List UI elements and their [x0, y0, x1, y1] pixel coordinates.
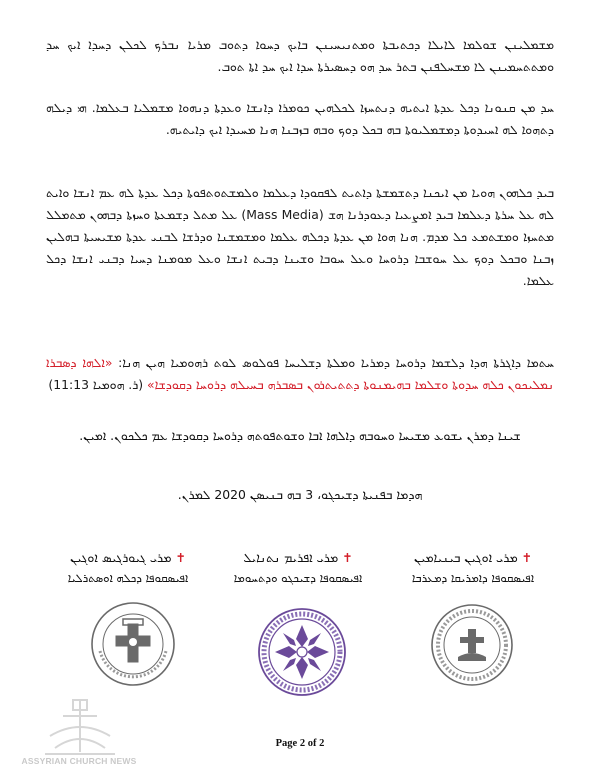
scripture-reference: (ܪ. ܗܘܡܝܐ 11:13) [48, 377, 144, 392]
signatory-name: ✝ܡܪܝ ܐܘܓܝܢ ܒܝܢܝܐܡܝܢ [413, 550, 533, 565]
signatory-title: ܐܦܝܣܩܘܦܐ ܕܫܝܟܓܘ ܘܕܬܚܘܡܐ [233, 571, 363, 585]
closing-blessing: ܫܝܢܐ ܕܡܪܢ ܝܫܘܥ ܡܫܝܚܐ ܘܚܘܒܗ ܕܐܠܗܐ ܐܒܐ ܘܫܘܬܦܘܬܗ ܕܪܘܚܐ ܕܩܘܕܫܐ ܥܡ ܟܠܟܘܢ. ܐܡܝܢ. [79, 428, 521, 443]
signature-block-3 [38, 548, 218, 588]
signatory-name: ✝ܡܪܝ ܓܝܘܪܓܝܣ ܐܘܓܝܢ [70, 550, 186, 565]
signature-block-2 [208, 548, 388, 588]
paragraph-1 [46, 34, 554, 80]
signatory-name: ✝ܡܪܝ ܐܦܪܝܡ ܢܬܢܐܝܠ [243, 550, 353, 565]
diocese-seal-middle [257, 607, 347, 697]
paragraph-3-text-b: ܥܠ ܡܬܠ ܕܫܡܥܬܐ ܘܚܙܬܐ ܕܒܗܘܢ ܡܬܡܠܠ ܡܬܚܙܐ ܘܡܫܬܡܥ ܟܠ ܡܕܡ. ܗܢܐ ܗܘܐ ܡܢ ܥܕܬܐ ܕܟܠܗ ܥܠܡܐ ܘܡܫܡܫܢܐ ܘܕܪܫܐ ܠܒܢܝ ܥܕܬܐ ܡܫܝܚܝܬܐ ܒܗܠܝܢ ܙܒܢܐ ܘܒܟܠ ܕܘܟ ܥܠ ܚܘܫܒܐ ܕܪܘܚܐ ܘܥܠ ܚܘܒܐ ܘܫܝܢܐ ܕܒܝܬ ܐܢܫܐ ܘܥܠ ܡܘܡܢܐ ܕܚܝܐ ܕܒܢܝ ܐܢܫܐ ܕܟܠ ܥܠܡܐ. [46, 207, 554, 288]
signatory-title: ܐܦܝܣܩܘܦܐ ܕܟܠܗ ܐܘܣܬܪܠܝܐ [67, 571, 189, 585]
paragraph-2 [46, 97, 554, 165]
signature-block-1 [383, 548, 563, 588]
paragraph-4-text: ܚܬܡܐ ܕܐܓܪܬܐ ܗܕܐ ܕܠܫܡܐ ܕܪܘܚܐ ܕܡܪܝܐ ܘܡܠܬܐ ܕܫܠܝܚܐ ܦܘܠܘܣ ܠܘܬ ܪܗܘܡܝܐ ܗܝܢ ܗܢܐ: [118, 355, 554, 370]
dateline: ܗܕܡܐ ܒܦܢܝܬܐ ܕܫܝܟܓܘ، 3 ܒܗ ܒܢܝܣܢ 2020 ܠܡܪܢ. [177, 487, 423, 502]
paragraph-3 [46, 182, 554, 338]
bishop-seal-left [90, 601, 176, 687]
cross-icon: ✝ [342, 550, 353, 565]
mass-media-term: (Mass Media) [241, 207, 324, 222]
paragraph-3-text-a: ܒܝܕ ܟܠܗܘܢ ܗܘܝܐ ܡܢ ܐܝܟܢܐ ܕܬܫܡܫܬܐ ܕܐܬܝܬ ܠܦܩܘܕܐ ܕܥܠܡܐ ܘܠܡܫܬܘܬܦܘܬܐ ܕܟܠ ܥܕܬܐ ܠܗ ܥܡ ܐܢܫܐ ܘܐܝܬ ܠܗ ܥܠ ܚܪܬܐ ܕܥܠܡܐ ܒܝܕ ܐܡܨܥܝܐ ܕܥܘܕܪܢܐ ܗܫ [46, 185, 554, 222]
logo-text: ASSYRIAN CHURCH NEWS [21, 756, 137, 766]
bishop-seal-right [430, 603, 514, 687]
page-footer: Page 2 of 2 [275, 738, 325, 749]
scripture-quote: «ܐܠܗܐ ܕܣܒܪܐ ܢܡܠܝܟܘܢ ܟܠܗ ܚܕܘܬܐ ܘܫܠܡܐ ܒܗܝܡܢܘܬܐ ܕܬܬܝܬܪܘܢ ܒܣܒܪܗ ܒܚܝܠܗ ܕܪܘܚܐ ܕܩܘܕܫܐ» [46, 355, 554, 392]
paragraph-4 [46, 352, 554, 418]
signatory-title: ܐܦܝܣܩܘܦܐ ܕܐܡܪܝܩܐ ܕܡܥܪܒܐ [411, 571, 535, 585]
cross-icon: ✝ [175, 550, 186, 565]
paragraph-2-text: ܚܕ ܡܢ ܩܢܘܢܐ ܕܟܠ ܥܕܬܐ ܐܝܬܝܗ ܕܢܬܚܙܐ ܠܟܠܗܝܢ ܟܘܡܪܐ ܕܐܢܫܐ ܘܥܕܬܐ ܕܢܗܘܐ ܡܫܡܠܝܐ ܒܥܠܡܐ. ܗܝ ܕܝܠܗ ܕܬܗܘܐ ܠܗ ܐܚܝܕܘܬܐ ܕܡܫܡܠܝܘܬܐ ܒܗ ܒܟܠ ܕܘܟ ܘܒܗ ܒܙܒܢܐ ܗܢܐ ܡܚܝܕܐ ܐܝܟ ܕܐܝܬܝܗ. [46, 100, 554, 137]
cross-icon: ✝ [521, 550, 533, 565]
paragraph-1-text: ܡܫܡܠܝܢܢ ܫܘܠܡܐ ܠܐܝܠܐ ܕܟܬܝܒܬܐ ܘܡܬܢܝܚܝܢܢ ܒܐܝܟ ܕܚܘܐ ܕܬܘܒ ܡܪܝܐ ܢܒܪܟ ܠܟܠܢ ܕܚܕܐ ܐܝܟ ܚܕ ܘܡܬܬܚܡܝܢܢ ܠܐ ܡܫܚܠܦܢܢ ܒܬܪ ܚܕ ܗܘ ܕܚܣܝܪܬܐ ܚܕܐ ܐܝܟ ܚܕ ܐܬܐ ܬܘܒ. [46, 37, 554, 74]
